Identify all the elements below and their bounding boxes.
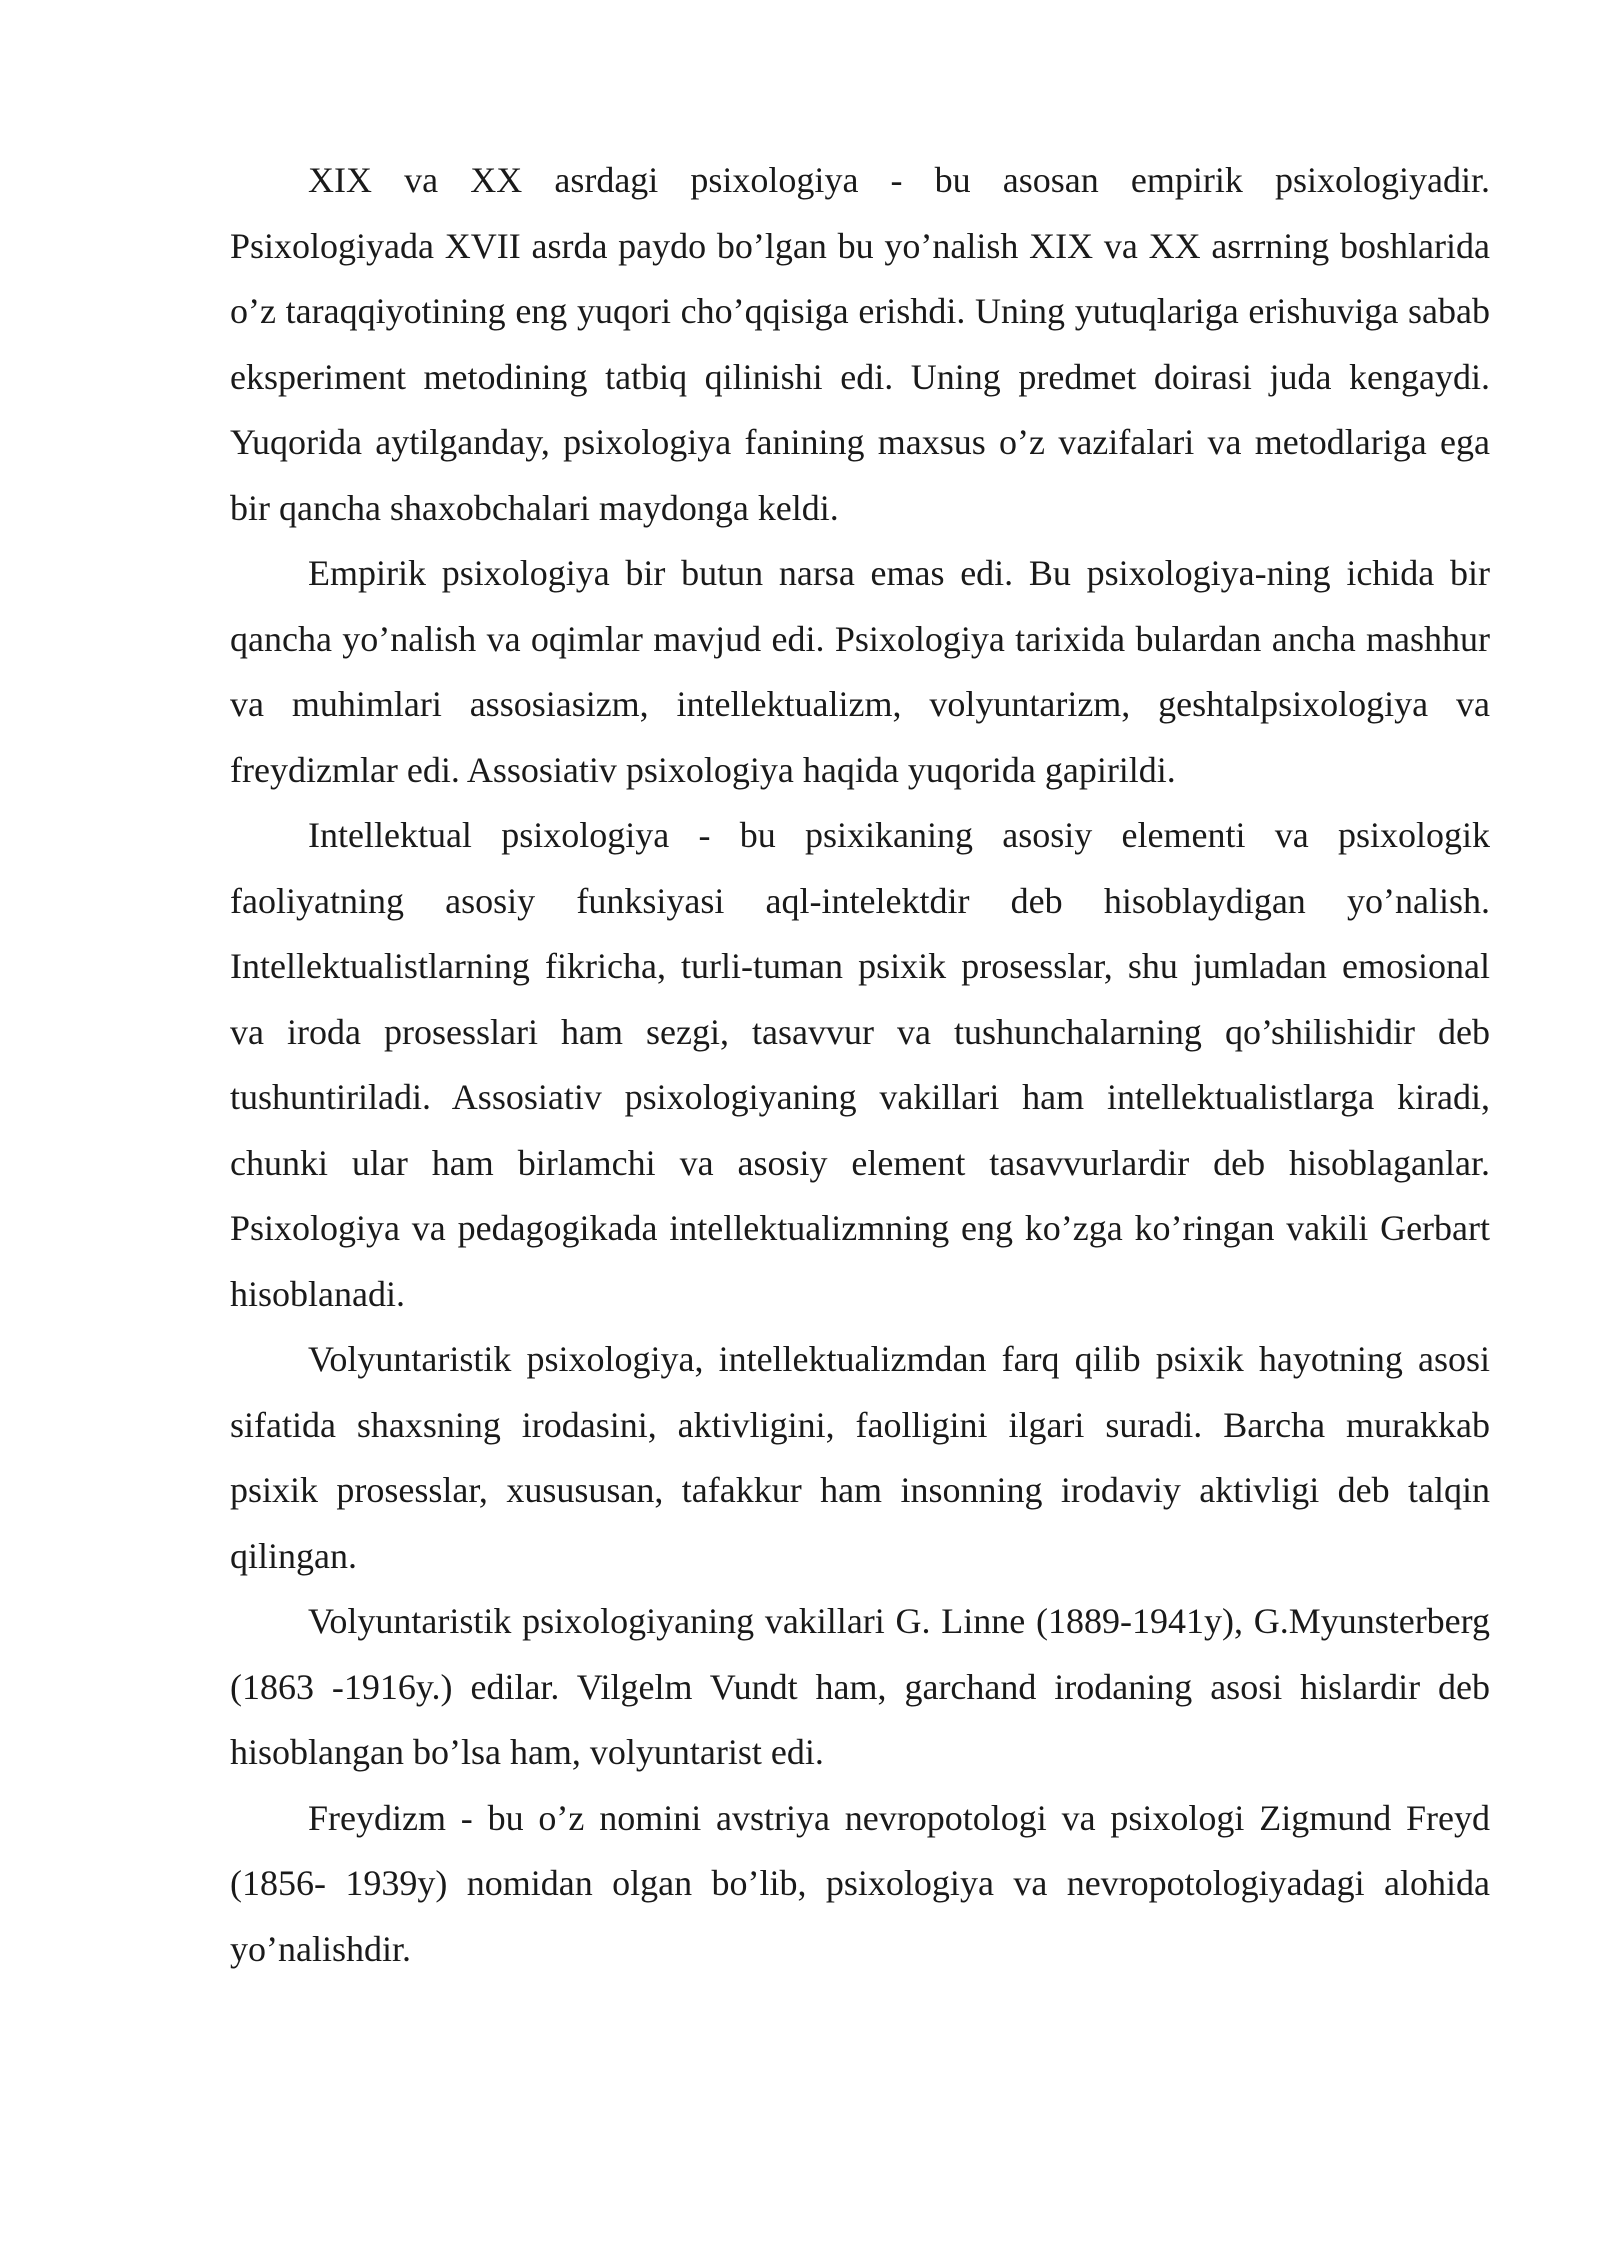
paragraph-voluntaristic-psychology: Volyuntaristik psixologiya, intellektualizmdan farq qilib psixik hayotning asosi sifatida shaxsning irodasini, aktivligini, faolligini ilgari suradi. Barcha murakkab psixik prosesslar, xusususan, tafakkur ham insonning irodaviy aktivligi deb talqin qilingan. (230, 1339, 1490, 1576)
paragraph-freudism: Freydizm - bu o’z nomini avstriya nevropotologi va psixologi Zigmund Freyd (1856- 1939y) nomidan olgan bo’lib, psixologiya va nevropotologiyadagi alohida yo’nalishdir. (230, 1797, 1490, 1969)
paragraph-empirical-psychology: XIX va XX asrdagi psixologiya - bu asosan empirik psixologiyadir. Psixologiyada XVII asrda paydo bo’lgan bu yo’nalish XIX va XX asrrning boshlarida o’z taraqqiyotining eng yuqori cho’qqisiga erishdi. Uning yutuqlariga erishuviga sabab eksperiment metodining tatbiq qilinishi edi. Uning predmet doirasi juda kengaydi. Yuqorida aytilganday, psixologiya fanining maxsus o’z vazifalari va metodlariga ega bir qancha shaxobchalari maydonga keldi. (230, 160, 1490, 528)
paragraph-voluntarism-representatives: Volyuntaristik psixologiyaning vakillari G. Linne (1889-1941y), G.Myunsterberg (1863 -1916y.) edilar. Vilgelm Vundt ham, garchand irodaning asosi hislardir deb hisoblangan bo’lsa ham, volyuntarist edi. (230, 1601, 1490, 1772)
document-page (230, 148, 1490, 1982)
paragraph-psychology-currents: Empirik psixologiya bir butun narsa emas edi. Bu psixologiya-ning ichida bir qancha yo’nalish va oqimlar mavjud edi. Psixologiya tarixida bulardan ancha mashhur va muhimlari assosiasizm, intellektualizm, volyuntarizm, geshtalpsixologiya va freydizmlar edi. Assosiativ psixologiya haqida yuqorida gapirildi. (230, 553, 1490, 790)
paragraph-intellectual-psychology: Intellektual psixologiya - bu psixikaning asosiy elementi va psixologik faoliyatning asosiy funksiyasi aql-intelektdir deb hisoblaydigan yo’nalish. Intellektualistlarning fikricha, turli-tuman psixik prosesslar, shu jumladan emosional va iroda prosesslari ham sezgi, tasavvur va tushunchalarning qo’shilishidir deb tushuntiriladi. Assosiativ psixologiyaning vakillari ham intellektualistlarga kiradi, chunki ular ham birlamchi va asosiy element tasavvurlardir deb hisoblaganlar. Psixologiya va pedagogikada intellektualizmning eng ko’zga ko’ringan vakili Gerbart hisoblanadi. (230, 815, 1490, 1314)
